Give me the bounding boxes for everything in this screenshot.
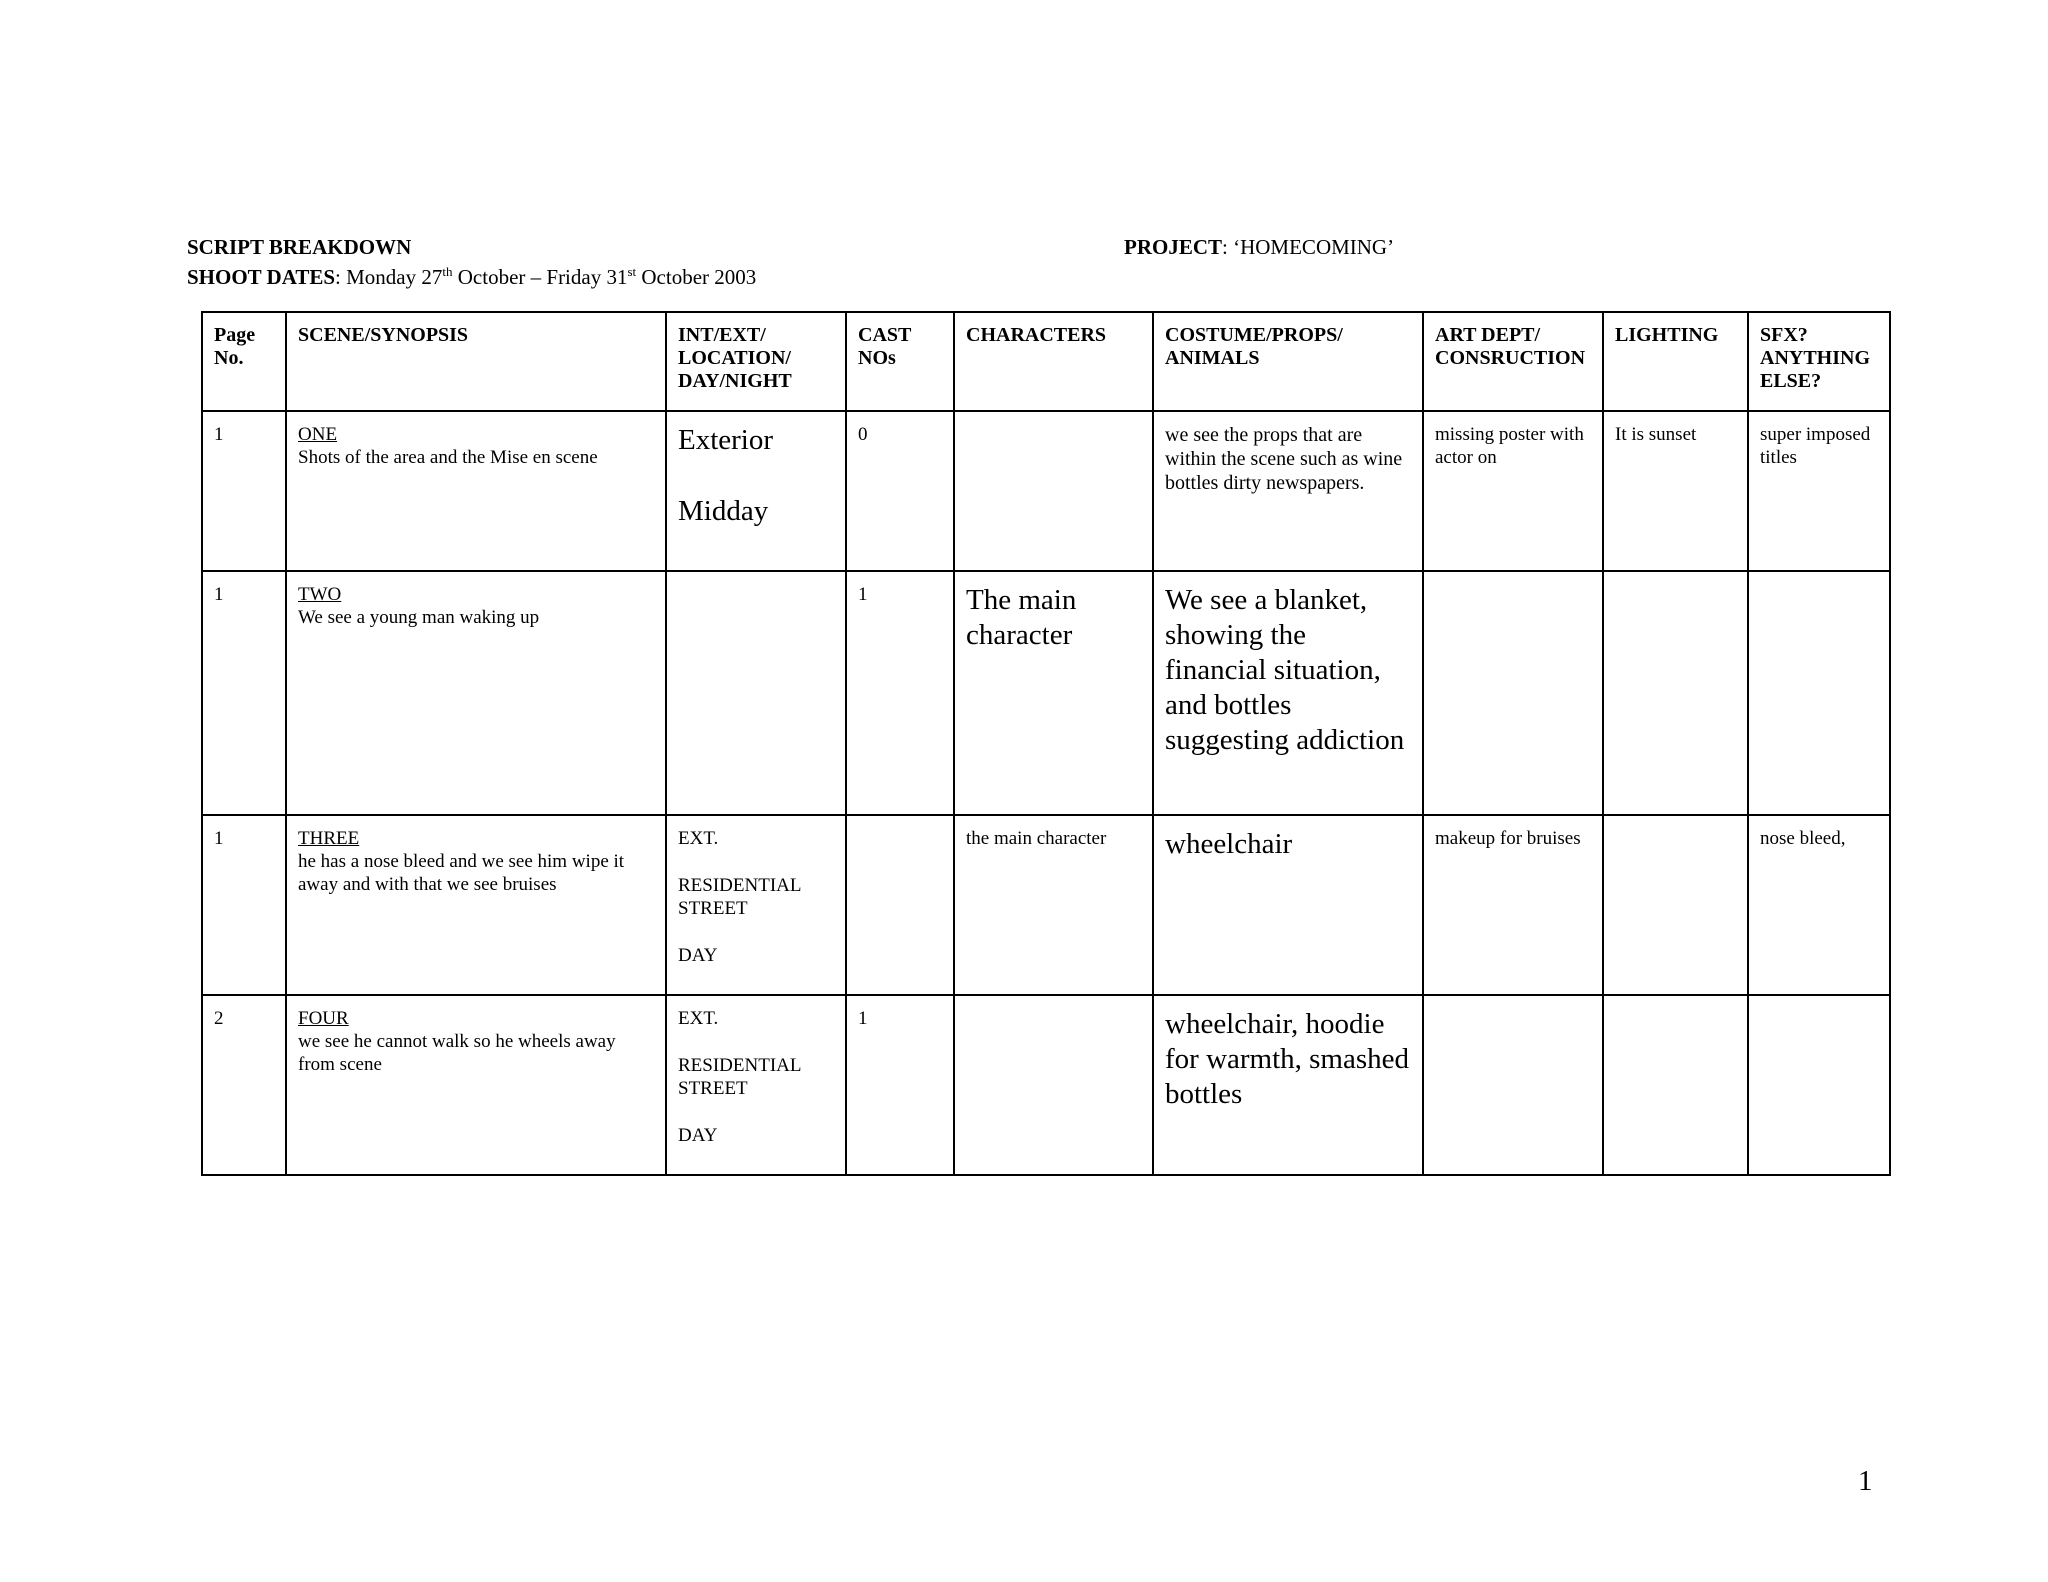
cell-art: makeup for bruises	[1423, 815, 1603, 995]
col-header-cast: CAST NOs	[846, 312, 954, 411]
cell-scene	[286, 815, 666, 995]
cell-page: 2	[202, 995, 286, 1175]
cell-sfx	[1748, 995, 1890, 1175]
table-row	[202, 571, 1890, 815]
scene-synopsis: we see he cannot walk so he wheels away from scene	[298, 1031, 616, 1075]
col-header-art: ART DEPT/ CONSRUCTION	[1423, 312, 1603, 411]
col-header-costume: COSTUME/PROPS/ ANIMALS	[1153, 312, 1423, 411]
cell-lighting	[1603, 815, 1748, 995]
scene-synopsis: We see a young man waking up	[298, 607, 540, 628]
cell-cast: 0	[846, 411, 954, 571]
scene-name: TWO	[298, 584, 342, 605]
cell-cast: 1	[846, 571, 954, 815]
scene-name: ONE	[298, 424, 338, 445]
cell-page: 1	[202, 815, 286, 995]
cell-costume: wheelchair, hoodie for warmth, smashed bottles	[1153, 995, 1423, 1175]
scene-name: FOUR	[298, 1008, 349, 1029]
col-header-page: Page No.	[202, 312, 286, 411]
cell-scene	[286, 995, 666, 1175]
project-title: PROJECT: ‘HOMECOMING’	[1124, 235, 1395, 259]
scene-synopsis: Shots of the area and the Mise en scene	[298, 447, 598, 468]
cell-characters	[954, 995, 1153, 1175]
cell-cast	[846, 815, 954, 995]
document-title: SCRIPT BREAKDOWN	[187, 235, 412, 259]
shoot-dates: SHOOT DATES: Monday 27th October – Friday 31st October 2003	[187, 264, 757, 289]
cell-sfx: super imposed titles	[1748, 411, 1890, 571]
cell-page: 1	[202, 571, 286, 815]
col-header-characters: CHARACTERS	[954, 312, 1153, 411]
table-row	[202, 411, 1890, 571]
cell-scene	[286, 411, 666, 571]
cell-cast: 1	[846, 995, 954, 1175]
cell-costume: We see a blanket, showing the financial situation, and bottles suggesting addiction	[1153, 571, 1423, 815]
document-header-left	[187, 232, 756, 292]
cell-characters: the main character	[954, 815, 1153, 995]
scene-name: THREE	[298, 828, 360, 849]
cell-location	[666, 571, 846, 815]
cell-sfx: nose bleed,	[1748, 815, 1890, 995]
cell-lighting: It is sunset	[1603, 411, 1748, 571]
script-breakdown-table	[201, 311, 1891, 1176]
cell-characters: The main character	[954, 571, 1153, 815]
scene-synopsis: he has a nose bleed and we see him wipe it away and with that we see bruises	[298, 851, 625, 895]
cell-costume: we see the props that are within the scene such as wine bottles dirty newspapers.	[1153, 411, 1423, 571]
col-header-sfx: SFX? ANYTHING ELSE?	[1748, 312, 1890, 411]
cell-art	[1423, 571, 1603, 815]
cell-page: 1	[202, 411, 286, 571]
col-header-location: INT/EXT/ LOCATION/ DAY/NIGHT	[666, 312, 846, 411]
cell-characters	[954, 411, 1153, 571]
cell-sfx	[1748, 571, 1890, 815]
col-header-scene: SCENE/SYNOPSIS	[286, 312, 666, 411]
table-row	[202, 815, 1890, 995]
col-header-lighting: LIGHTING	[1603, 312, 1748, 411]
cell-scene	[286, 571, 666, 815]
cell-art	[1423, 995, 1603, 1175]
cell-location: Exterior Midday	[666, 411, 846, 571]
cell-location: EXT. RESIDENTIAL STREET DAY	[666, 815, 846, 995]
cell-lighting	[1603, 571, 1748, 815]
table-header-row	[202, 312, 1890, 411]
cell-costume: wheelchair	[1153, 815, 1423, 995]
cell-art: missing poster with actor on	[1423, 411, 1603, 571]
cell-location: EXT. RESIDENTIAL STREET DAY	[666, 995, 846, 1175]
page-number: 1	[1858, 1465, 1873, 1497]
table-row	[202, 995, 1890, 1175]
cell-lighting	[1603, 995, 1748, 1175]
